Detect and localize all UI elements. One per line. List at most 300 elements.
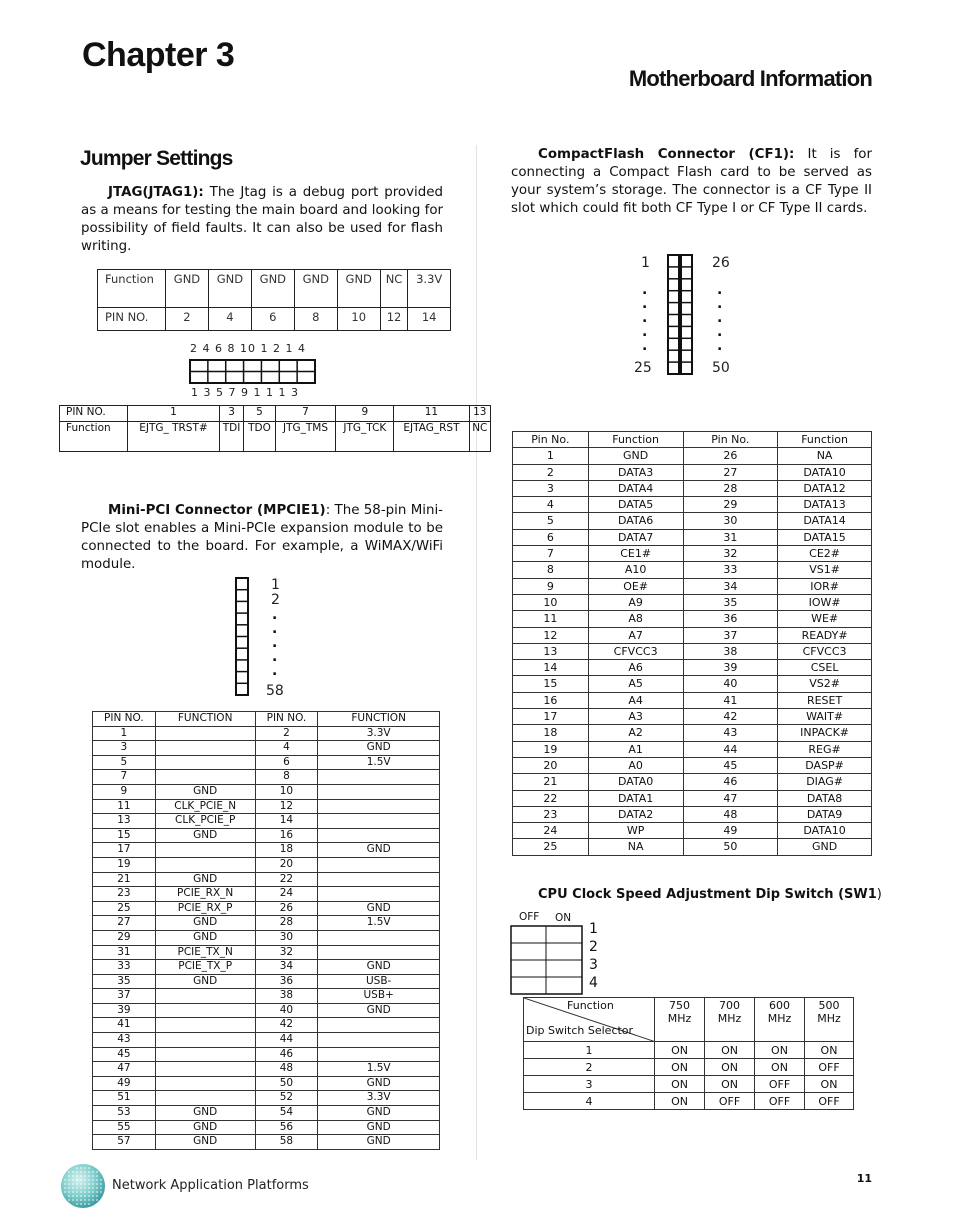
table-row <box>513 627 872 643</box>
cf-cell: 23 <box>513 806 589 822</box>
cf-connector-diagram <box>667 254 695 376</box>
table-row <box>524 1093 854 1110</box>
table-row <box>513 660 872 676</box>
cf-cell: DATA8 <box>778 790 872 806</box>
cf-cell: DATA10 <box>778 823 872 839</box>
cf-cell: CE1# <box>588 546 683 562</box>
jtag-odd-cell: 1 <box>128 406 220 422</box>
minipci-cell: 26 <box>255 901 318 916</box>
cf-cell: NA <box>778 448 872 464</box>
jtag-header-top-label: 2 4 6 8 10 1 2 1 4 <box>190 342 306 355</box>
cf-cell: A2 <box>588 725 683 741</box>
minipci-cell: 37 <box>93 989 156 1004</box>
cf-cell: 18 <box>513 725 589 741</box>
table-row <box>513 448 872 464</box>
dip-cell: OFF <box>705 1093 755 1110</box>
minipci-cell: 14 <box>255 814 318 829</box>
cf-right-ellipsis: . . . . . <box>717 282 723 354</box>
minipci-cell: USB- <box>318 974 440 989</box>
minipci-cell: 1 <box>93 726 156 741</box>
dip-switch-title <box>538 887 882 902</box>
minipci-ellipsis: . . . . . <box>272 607 278 679</box>
minipci-cell <box>155 1003 255 1018</box>
table-row <box>513 546 872 562</box>
dip-cell: ON <box>755 1059 805 1076</box>
jtag-even-cell: 10 <box>337 308 380 331</box>
cf-column-header: Function <box>588 432 683 448</box>
cf-cell: CE2# <box>778 546 872 562</box>
minipci-pin-1-label: 1 <box>271 577 280 593</box>
cf-cell: A0 <box>588 757 683 773</box>
company-logo-globe <box>60 1163 106 1209</box>
dip-cell: ON <box>804 1042 853 1059</box>
minipci-cell: 13 <box>93 814 156 829</box>
minipci-cell <box>318 930 440 945</box>
cf-cell: RESET <box>778 692 872 708</box>
dip-cell: ON <box>655 1093 705 1110</box>
cf-cell: 31 <box>683 529 778 545</box>
section-heading: Motherboard Information <box>628 66 872 91</box>
cf-column-header: Function <box>778 432 872 448</box>
table-row <box>93 1062 440 1077</box>
cf-label: CompactFlash Connector (CF1): <box>538 147 795 162</box>
minipci-cell <box>318 770 440 785</box>
cf-cell: 8 <box>513 562 589 578</box>
minipci-cell <box>318 1018 440 1033</box>
table-row <box>93 901 440 916</box>
minipci-cell: PCIE_RX_P <box>155 901 255 916</box>
jtag-odd-cell: TDI <box>219 422 244 452</box>
minipci-cell: 16 <box>255 828 318 843</box>
jtag-odd-cell: EJTAG_RST <box>394 422 469 452</box>
jtag-odd-cell: JTG_TCK <box>336 422 394 452</box>
dip-switch-title-paren: ) <box>876 887 882 902</box>
minipci-cell: 36 <box>255 974 318 989</box>
jtag-even-cell: GND <box>166 270 209 308</box>
minipci-cell: USB+ <box>318 989 440 1004</box>
minipci-cell: 10 <box>255 784 318 799</box>
minipci-cell: GND <box>155 916 255 931</box>
dip-cell: 4 <box>524 1093 655 1110</box>
minipci-cell: GND <box>318 1076 440 1091</box>
minipci-cell: 49 <box>93 1076 156 1091</box>
cf-cell: A6 <box>588 660 683 676</box>
table-row <box>513 643 872 659</box>
cf-cell: 3 <box>513 480 589 496</box>
cf-text: It is for connecting a Compact Flash card to be served as your system’s storage. The connector is a CF Type II slot which could fit both CF Type I or CF Type II cards. <box>511 147 873 216</box>
minipci-cell: GND <box>318 741 440 756</box>
minipci-column-header: PIN NO. <box>93 712 156 727</box>
cf-cell: A4 <box>588 692 683 708</box>
jtag-odd-cell: 5 <box>244 406 275 422</box>
minipci-cell <box>155 1033 255 1048</box>
minipci-cell: 7 <box>93 770 156 785</box>
minipci-cell: PCIE_TX_N <box>155 945 255 960</box>
cf-cell: 48 <box>683 806 778 822</box>
dip-cell: OFF <box>804 1093 853 1110</box>
minipci-cell <box>318 887 440 902</box>
dip-switch-number: 4 <box>589 975 598 991</box>
cf-cell: IOR# <box>778 578 872 594</box>
cf-pin-1-label: 1 <box>641 255 650 271</box>
jtag-odd-cell: Function <box>60 422 128 452</box>
cf-cell: 37 <box>683 627 778 643</box>
table-row <box>513 709 872 725</box>
jtag-even-cell: 4 <box>208 308 251 331</box>
cf-cell: VS2# <box>778 676 872 692</box>
jtag-even-cell: NC <box>380 270 408 308</box>
minipci-cell: 33 <box>93 960 156 975</box>
cf-cell: 43 <box>683 725 778 741</box>
cf-cell: 15 <box>513 676 589 692</box>
cf-cell: 44 <box>683 741 778 757</box>
chapter-title: Chapter 3 <box>82 36 235 74</box>
cf-cell: 41 <box>683 692 778 708</box>
jtag-paragraph <box>81 184 443 256</box>
cf-cell: OE# <box>588 578 683 594</box>
minipci-cell: 17 <box>93 843 156 858</box>
footer-text: Network Application Platforms <box>112 1178 309 1193</box>
minipci-cell: 24 <box>255 887 318 902</box>
jtag-text: The Jtag is a debug port provided as a means for testing the main board and looking for possibility of field faults. It can also be used for flash writing. <box>81 185 444 254</box>
table-row <box>513 774 872 790</box>
cf-cell: DATA6 <box>588 513 683 529</box>
minipci-cell: 32 <box>255 945 318 960</box>
minipci-cell: 1.5V <box>318 916 440 931</box>
table-row <box>513 692 872 708</box>
minipci-cell: GND <box>318 1106 440 1121</box>
minipci-cell: 43 <box>93 1033 156 1048</box>
table-row <box>513 741 872 757</box>
cf-cell: DASP# <box>778 757 872 773</box>
cf-cell: 49 <box>683 823 778 839</box>
cf-cell: A1 <box>588 741 683 757</box>
minipci-cell: 12 <box>255 799 318 814</box>
jtag-even-cell: 2 <box>166 308 209 331</box>
jtag-even-cell: GND <box>337 270 380 308</box>
table-row <box>93 1076 440 1091</box>
minipci-cell: 1.5V <box>318 1062 440 1077</box>
cf-cell: 25 <box>513 839 589 855</box>
minipci-cell: 45 <box>93 1047 156 1062</box>
minipci-cell: 52 <box>255 1091 318 1106</box>
jtag-even-cell: GND <box>294 270 337 308</box>
cf-cell: DATA2 <box>588 806 683 822</box>
cf-cell: 28 <box>683 480 778 496</box>
table-row <box>93 1018 440 1033</box>
cf-cell: 17 <box>513 709 589 725</box>
dip-switch-title-text: CPU Clock Speed Adjustment Dip Switch (SW1 <box>538 887 877 902</box>
minipci-cell <box>318 784 440 799</box>
cf-cell: 1 <box>513 448 589 464</box>
minipci-column-header: PIN NO. <box>255 712 318 727</box>
table-row <box>513 757 872 773</box>
cf-cell: DATA1 <box>588 790 683 806</box>
minipci-cell: 22 <box>255 872 318 887</box>
table-row <box>513 497 872 513</box>
table-row <box>513 578 872 594</box>
table-row <box>93 916 440 931</box>
minipci-cell: 29 <box>93 930 156 945</box>
table-row <box>513 513 872 529</box>
minipci-cell <box>155 1076 255 1091</box>
table-row <box>93 1091 440 1106</box>
cf-cell: DATA15 <box>778 529 872 545</box>
table-row <box>524 1042 854 1059</box>
minipci-cell <box>318 1033 440 1048</box>
jtag-even-cell: 12 <box>380 308 408 331</box>
minipci-cell: GND <box>318 843 440 858</box>
dip-cell: OFF <box>804 1059 853 1076</box>
jtag-even-cell: Function <box>98 270 166 308</box>
minipci-cell <box>155 1091 255 1106</box>
minipci-cell: 51 <box>93 1091 156 1106</box>
minipci-cell: 5 <box>93 755 156 770</box>
table-row <box>93 814 440 829</box>
minipci-cell: 48 <box>255 1062 318 1077</box>
cf-cell: 22 <box>513 790 589 806</box>
minipci-cell: 40 <box>255 1003 318 1018</box>
dip-cell: 3 <box>524 1076 655 1093</box>
cf-cell: DATA3 <box>588 464 683 480</box>
minipci-cell: 25 <box>93 901 156 916</box>
cf-cell: DATA0 <box>588 774 683 790</box>
cf-cell: 27 <box>683 464 778 480</box>
minipci-cell <box>318 857 440 872</box>
table-row <box>513 839 872 855</box>
minipci-cell: GND <box>155 930 255 945</box>
dip-speed-header: 600 MHz <box>755 998 805 1042</box>
dip-cell: ON <box>655 1042 705 1059</box>
minipci-cell: GND <box>318 960 440 975</box>
table-row <box>93 843 440 858</box>
column-divider <box>476 145 477 1160</box>
minipci-cell: 8 <box>255 770 318 785</box>
table-row <box>93 741 440 756</box>
dip-switch-numbers <box>589 920 598 992</box>
cf-cell: A5 <box>588 676 683 692</box>
cf-cell: CFVCC3 <box>778 643 872 659</box>
minipci-cell: 31 <box>93 945 156 960</box>
cf-cell: 11 <box>513 611 589 627</box>
table-row <box>93 1135 440 1150</box>
cf-cell: 30 <box>683 513 778 529</box>
cf-cell: IOW# <box>778 594 872 610</box>
cf-cell: DATA4 <box>588 480 683 496</box>
table-row <box>93 974 440 989</box>
minipci-label: Mini-PCI Connector (MPCIE1) <box>108 503 326 518</box>
jtag-even-cell: 3.3V <box>408 270 451 308</box>
minipci-pin-2-label: 2 <box>271 592 280 608</box>
cf-cell: 14 <box>513 660 589 676</box>
dip-cell: ON <box>755 1042 805 1059</box>
jtag-odd-cell: JTG_TMS <box>275 422 336 452</box>
minipci-cell: 28 <box>255 916 318 931</box>
cf-cell: 32 <box>683 546 778 562</box>
jumper-settings-title: Jumper Settings <box>80 147 233 170</box>
cf-cell: 26 <box>683 448 778 464</box>
minipci-cell: GND <box>318 901 440 916</box>
cf-cell: VS1# <box>778 562 872 578</box>
cf-cell: INPACK# <box>778 725 872 741</box>
minipci-cell: GND <box>318 1120 440 1135</box>
dip-cell: ON <box>705 1076 755 1093</box>
dip-speed-header: 750 MHz <box>655 998 705 1042</box>
minipci-cell: 4 <box>255 741 318 756</box>
dip-cell: 1 <box>524 1042 655 1059</box>
jtag-odd-cell: EJTG_ TRST# <box>128 422 220 452</box>
minipci-cell: 50 <box>255 1076 318 1091</box>
minipci-cell <box>318 799 440 814</box>
cf-cell: WE# <box>778 611 872 627</box>
dip-switch-number: 2 <box>589 939 598 955</box>
minipci-slot-diagram <box>235 577 251 697</box>
table-row <box>93 857 440 872</box>
minipci-cell: 35 <box>93 974 156 989</box>
cf-cell: 47 <box>683 790 778 806</box>
minipci-cell: 6 <box>255 755 318 770</box>
cf-cell: 10 <box>513 594 589 610</box>
cf-cell: A10 <box>588 562 683 578</box>
cf-cell: DATA13 <box>778 497 872 513</box>
cf-cell: 29 <box>683 497 778 513</box>
minipci-cell: GND <box>155 1120 255 1135</box>
dip-cell: 2 <box>524 1059 655 1076</box>
jtag-odd-cell: TDO <box>244 422 275 452</box>
cf-paragraph <box>511 146 872 218</box>
cf-cell: DATA14 <box>778 513 872 529</box>
table-row <box>513 725 872 741</box>
table-row <box>93 726 440 741</box>
cf-cell: DATA10 <box>778 464 872 480</box>
cf-cell: A9 <box>588 594 683 610</box>
table-row <box>93 1047 440 1062</box>
jtag-odd-cell: NC <box>469 422 490 452</box>
minipci-cell: 39 <box>93 1003 156 1018</box>
cf-cell: 45 <box>683 757 778 773</box>
minipci-cell: GND <box>155 872 255 887</box>
cf-cell: 42 <box>683 709 778 725</box>
cf-cell: 40 <box>683 676 778 692</box>
cf-cell: 6 <box>513 529 589 545</box>
minipci-cell <box>155 1062 255 1077</box>
minipci-cell: GND <box>155 784 255 799</box>
minipci-cell: PCIE_TX_P <box>155 960 255 975</box>
minipci-cell: GND <box>318 1135 440 1150</box>
minipci-cell: 57 <box>93 1135 156 1150</box>
cf-pin-25-label: 25 <box>634 360 652 376</box>
table-row <box>513 611 872 627</box>
cf-cell: 9 <box>513 578 589 594</box>
minipci-cell: 23 <box>93 887 156 902</box>
cf-cell: WAIT# <box>778 709 872 725</box>
jtag-label: JTAG(JTAG1): <box>108 185 204 200</box>
table-row <box>93 770 440 785</box>
minipci-cell: 21 <box>93 872 156 887</box>
table-row <box>93 755 440 770</box>
cf-cell: GND <box>778 839 872 855</box>
table-row <box>513 806 872 822</box>
minipci-paragraph <box>81 502 443 574</box>
minipci-cell <box>155 843 255 858</box>
minipci-cell: 2 <box>255 726 318 741</box>
minipci-cell: 44 <box>255 1033 318 1048</box>
minipci-cell: 47 <box>93 1062 156 1077</box>
minipci-cell: GND <box>318 1003 440 1018</box>
minipci-cell <box>155 755 255 770</box>
minipci-cell: 3.3V <box>318 1091 440 1106</box>
dip-on-label: ON <box>555 912 572 924</box>
minipci-cell <box>318 814 440 829</box>
minipci-cell: 53 <box>93 1106 156 1121</box>
cf-cell: 19 <box>513 741 589 757</box>
table-row <box>513 823 872 839</box>
table-row <box>93 784 440 799</box>
minipci-cell: 55 <box>93 1120 156 1135</box>
jtag-even-cell: 6 <box>251 308 294 331</box>
minipci-cell: 58 <box>255 1135 318 1150</box>
minipci-cell <box>155 857 255 872</box>
minipci-cell: 1.5V <box>318 755 440 770</box>
jtag-odd-cell: 9 <box>336 406 394 422</box>
minipci-pin-table <box>92 711 440 1150</box>
cf-cell: 50 <box>683 839 778 855</box>
cf-cell: 34 <box>683 578 778 594</box>
minipci-cell: GND <box>155 974 255 989</box>
minipci-cell <box>318 872 440 887</box>
minipci-pin-58-label: 58 <box>266 683 284 699</box>
jtag-odd-cell: 7 <box>275 406 336 422</box>
dip-off-label: OFF <box>519 911 540 923</box>
table-row <box>93 887 440 902</box>
dip-switch-number: 1 <box>589 921 598 937</box>
jtag-even-cell: PIN NO. <box>98 308 166 331</box>
cf-cell: WP <box>588 823 683 839</box>
cf-cell: 7 <box>513 546 589 562</box>
minipci-cell: 34 <box>255 960 318 975</box>
page-number: 11 <box>856 1172 872 1185</box>
cf-cell: 4 <box>513 497 589 513</box>
table-row <box>524 1076 854 1093</box>
minipci-cell: 19 <box>93 857 156 872</box>
table-row <box>513 529 872 545</box>
minipci-cell <box>318 1047 440 1062</box>
minipci-cell: CLK_PCIE_N <box>155 799 255 814</box>
dip-header-function: Function <box>567 999 614 1012</box>
cf-cell: REG# <box>778 741 872 757</box>
minipci-cell: GND <box>155 1135 255 1150</box>
minipci-cell <box>155 1047 255 1062</box>
table-row <box>93 828 440 843</box>
jtag-header-bottom-label: 1 3 5 7 9 1 1 1 3 <box>191 386 299 399</box>
cf-cell: 38 <box>683 643 778 659</box>
cf-cell: DATA12 <box>778 480 872 496</box>
minipci-column-header: FUNCTION <box>318 712 440 727</box>
cf-cell: NA <box>588 839 683 855</box>
minipci-cell: 38 <box>255 989 318 1004</box>
dip-header-selector: Dip Switch Selector <box>526 1024 634 1037</box>
cf-cell: A3 <box>588 709 683 725</box>
minipci-cell: 3 <box>93 741 156 756</box>
cf-column-header: Pin No. <box>513 432 589 448</box>
cf-cell: 46 <box>683 774 778 790</box>
dip-cell: ON <box>705 1059 755 1076</box>
jtag-odd-cell: 3 <box>219 406 244 422</box>
cf-cell: DIAG# <box>778 774 872 790</box>
minipci-cell: CLK_PCIE_P <box>155 814 255 829</box>
minipci-cell: 15 <box>93 828 156 843</box>
minipci-cell <box>155 989 255 1004</box>
